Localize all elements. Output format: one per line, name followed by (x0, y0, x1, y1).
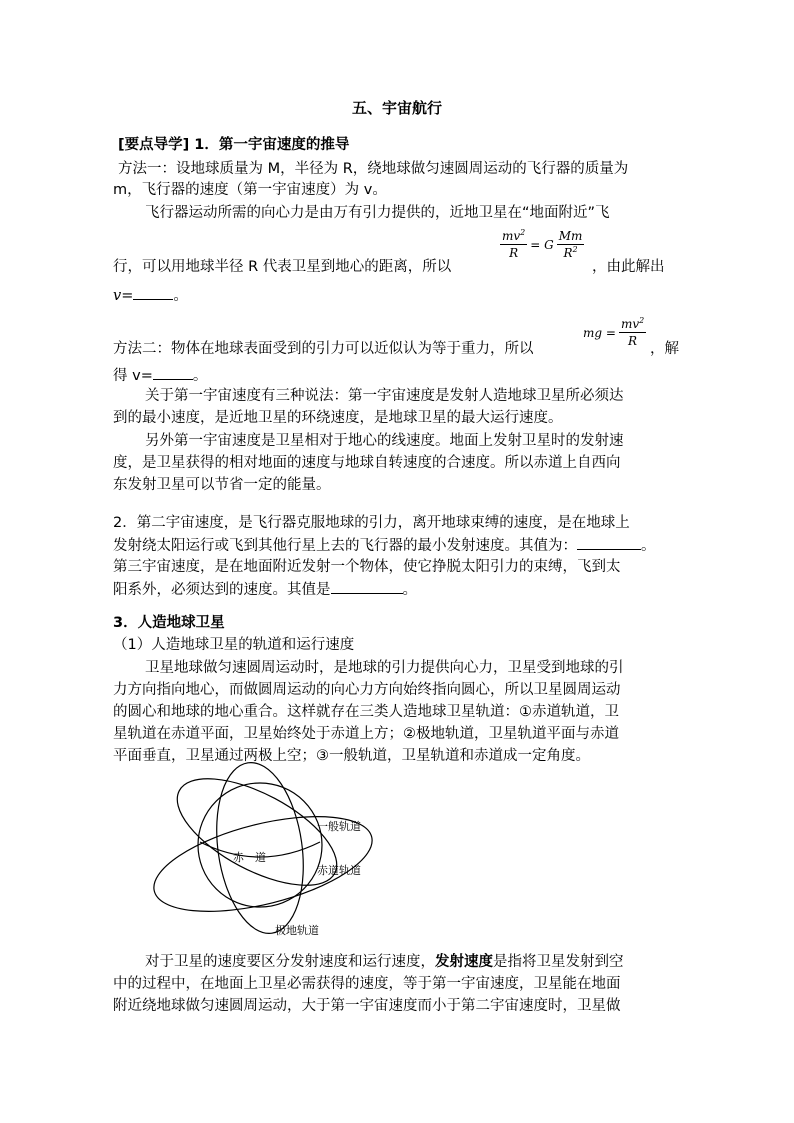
label-equator: 赤 道 (233, 851, 266, 864)
answer-blank-v2[interactable] (153, 365, 193, 380)
para-c-line1: 另外第一宇宙速度是卫星相对于地心的线速度。地面上发射卫星时的发射速 (145, 433, 624, 449)
section3-p2-line1 (145, 952, 624, 972)
eq1-lhs-num: mv (502, 229, 521, 243)
section3-subheading: （1）人造地球卫星的轨道和运行速度 (113, 637, 355, 653)
eq1-lhs-exp: 2 (520, 228, 526, 237)
method2-line2-text: 得 v= (113, 368, 153, 384)
para-a-line2-pre: 行，可以用地球半径 R 代表卫星到地心的距离，所以 (113, 259, 452, 275)
section2-line2 (113, 535, 656, 556)
section3-p2-line3: 附近绕地球做匀速圆周运动，大于第一宇宙速度而小于第二宇宙速度时，卫星做 (113, 998, 621, 1014)
answer-blank-v1[interactable] (133, 285, 173, 300)
period: 。 (192, 368, 208, 384)
page-title: 五、宇宙航行 (351, 99, 442, 117)
p2-line1-pre: 对于卫星的速度要区分发射速度和运行速度， (145, 954, 435, 970)
para-a-line2-post: ，由此解出 (592, 259, 665, 275)
section3-p1-line2: 力方向指向地心，而做圆周运动的向心力方向始终指向圆心，所以卫星圆周运动 (113, 682, 621, 698)
section3-p1-line5: 平面垂直，卫星通过两极上空；③一般轨道，卫星轨道和赤道成一定角度。 (113, 748, 590, 764)
period: 。 (641, 538, 656, 554)
answer-blank-second-velocity[interactable] (577, 535, 641, 550)
para-a-line3 (113, 285, 188, 306)
period: 。 (402, 582, 417, 598)
eq1-rhs-exp: 2 (572, 245, 578, 254)
eq2-exp: 2 (639, 316, 645, 325)
para-c-line3: 东发射卫星可以节省一定的能量。 (113, 477, 331, 493)
section3-heading: 3．人造地球卫星 (113, 615, 225, 631)
section2-line4-text: 阳系外，必须达到的速度。其值是 (113, 582, 331, 598)
eq2-lhs: mg = (583, 325, 616, 340)
method2-line2 (113, 365, 207, 386)
label-equatorial-orbit: 赤道轨道 (317, 864, 361, 877)
method2-post: ，解 (650, 341, 679, 357)
para-a-line1: 飞行器运动所需的向心力是由万有引力提供的，近地卫星在“地面附近”飞 (145, 205, 610, 221)
section3-p1-line3: 的圆心和地球的地心重合。这样就存在三类人造地球卫星轨道：①赤道轨道，卫 (113, 704, 619, 720)
method1-line1: 方法一：设地球质量为 M，半径为 R，绕地球做匀速圆周运动的飞行器的质量为 (118, 161, 629, 177)
section3-p2-line2: 中的过程中，在地面上卫星必需获得的速度，等于第一宇宙速度，卫星能在地面 (113, 976, 621, 992)
eq2-den: R (628, 334, 638, 348)
para-b-line1: 关于第一宇宙速度有三种说法：第一宇宙速度是发射人造地球卫星所必须达 (145, 388, 624, 404)
period: 。 (173, 288, 188, 304)
label-polar-orbit: 极地轨道 (275, 924, 319, 937)
p2-line1-post: 是指将卫星发射到空 (493, 954, 624, 970)
label-general-orbit: 一般轨道 (317, 820, 361, 833)
section2-line3: 第三宇宙速度，是在地面附近发射一个物体，使它挣脱太阳引力的束缚，飞到太 (113, 559, 621, 575)
section2-line4 (113, 579, 417, 600)
method2-pre: 方法二：物体在地球表面受到的引力可以近似认为等于重力，所以 (113, 341, 534, 357)
section2-line1: 2．第二宇宙速度，是飞行器克服地球的引力，离开地球束缚的速度，是在地球上 (113, 515, 630, 531)
para-b-line2: 到的最小速度，是近地卫星的环绕速度，是地球卫星的最大运行速度。 (113, 410, 563, 426)
section1-heading: [要点导学] 1．第一宇宙速度的推导 (118, 137, 350, 153)
polar-orbit (206, 760, 313, 939)
eq1-coef: = G (530, 237, 554, 252)
v-equals: v= (113, 288, 134, 304)
orbit-diagram (145, 760, 405, 940)
section3-p1-line4: 星轨道在赤道平面，卫星始终处于赤道上方；②极地轨道，卫星轨道平面与赤道 (113, 726, 619, 742)
section2-line2-text: 发射绕太阳运行或飞到其他行星上去的飞行器的最小发射速度。其值为： (113, 538, 577, 554)
answer-blank-third-velocity[interactable] (331, 579, 403, 594)
equation-gravity-weight (580, 316, 646, 349)
earth-circle (198, 783, 322, 907)
equation-gravity-centripetal (500, 228, 584, 261)
para-c-line2: 度，是卫星获得的相对地面的速度与地球自转速度的合速度。所以赤道上自西向 (113, 455, 621, 471)
section3-p1-line1: 卫星地球做匀速圆周运动时，是地球的引力提供向心力，卫星受到地球的引 (145, 660, 624, 676)
eq1-lhs-den: R (509, 246, 519, 260)
eq2-num: mv (620, 317, 640, 331)
p2-line1-bold: 发射速度 (435, 954, 493, 970)
eq1-rhs-den: R (563, 246, 573, 260)
method1-line2: m，飞行器的速度（第一宇宙速度）为 v。 (113, 182, 387, 198)
eq1-rhs-num: Mm (558, 229, 583, 243)
